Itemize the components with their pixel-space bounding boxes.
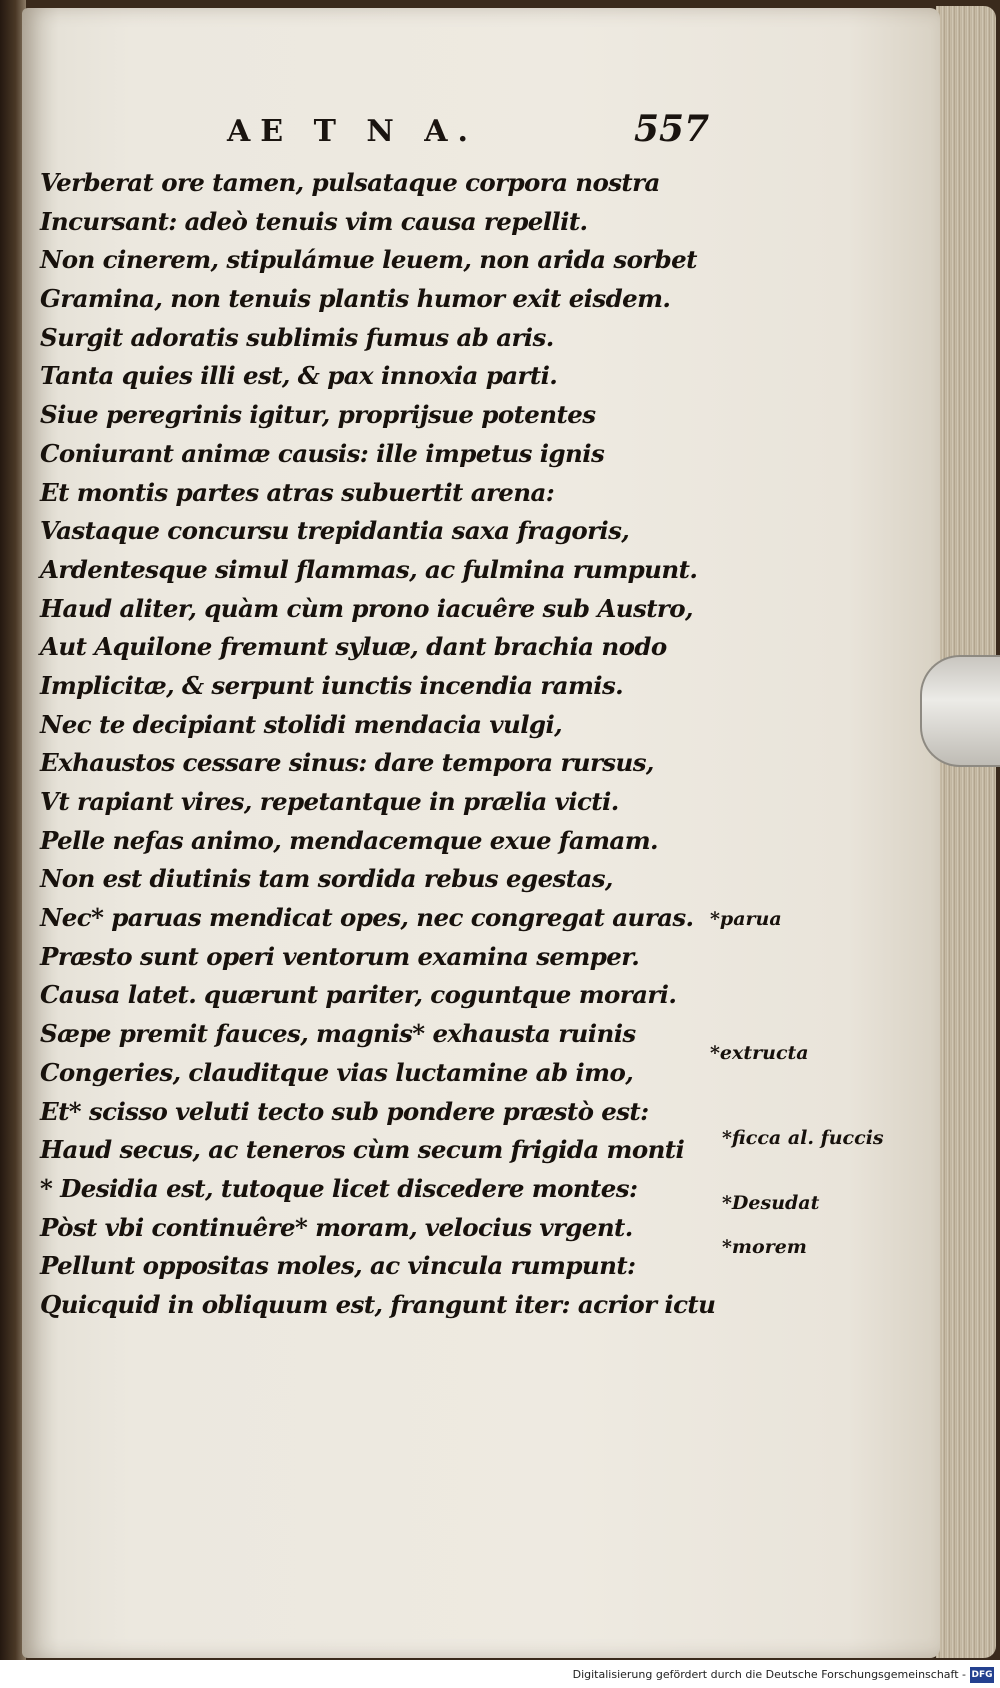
dfg-logo: DFG: [970, 1667, 994, 1683]
verse-line: Gramina, non tenuis plantis humor exit eisdem.: [40, 284, 671, 314]
verse-line: Et montis partes atras subuertit arena:: [40, 477, 555, 507]
verse-line: * Desidia est, tutoque licet discedere montes:: [40, 1173, 638, 1203]
verse-line: Ardentesque simul flammas, ac fulmina rumpunt.: [40, 554, 698, 584]
verse-line: Incursant: adeò tenuis vim causa repellit.: [40, 206, 588, 236]
verse-line: Exhaustos cessare sinus: dare tempora rursus,: [40, 748, 654, 778]
margin-note: *extructa: [710, 1042, 809, 1064]
verse-line: Non est diutinis tam sordida rebus egestas,: [40, 864, 613, 894]
margin-note: *morem: [722, 1236, 807, 1258]
verse-line: Coniurant animæ causis: ille impetus ignis: [40, 438, 605, 468]
verse-line: Aut Aquilone fremunt syluæ, dant brachia nodo: [40, 632, 667, 662]
verse-line: Et* scisso veluti tecto sub pondere præstò est:: [40, 1096, 649, 1126]
verse-line: Causa latet. quærunt pariter, coguntque morari.: [40, 980, 677, 1010]
verse-line: Pellunt oppositas moles, ac vincula rumpunt:: [40, 1251, 636, 1281]
verse-line: Vastaque concursu trepidantia saxa fragoris,: [40, 516, 630, 546]
book-page: [22, 8, 940, 1658]
verse-line: Non cinerem, stipulámue leuem, non arida sorbet: [40, 245, 697, 275]
verse-line: Implicitæ, & serpunt iunctis incendia ramis.: [40, 670, 624, 700]
marginalia: [22, 8, 940, 1658]
verse-line: Pelle nefas animo, mendacemque exue famam.: [40, 825, 658, 855]
running-head: AE T N A.: [227, 114, 478, 149]
page-number: 557: [634, 108, 710, 150]
verse-line: Nec* paruas mendicat opes, nec congregat auras.: [40, 903, 694, 933]
verse-line: Verberat ore tamen, pulsataque corpora nostra: [40, 168, 660, 197]
page-edges: [936, 6, 996, 1658]
verse-line: Surgit adoratis sublimis fumus ab aris.: [40, 322, 554, 352]
margin-note: *Desudat: [722, 1192, 820, 1214]
verse-line: Haud secus, ac teneros cùm secum frigida monti: [40, 1135, 685, 1165]
margin-note: *parua: [710, 908, 782, 930]
verse-line: Tanta quies illi est, & pax innoxia parti.: [40, 361, 558, 391]
margin-note: *ficca al. fuccis: [722, 1127, 884, 1149]
verse-line: Præsto sunt operi ventorum examina semper.: [40, 941, 640, 971]
verse-line: Nec te decipiant stolidi mendacia vulgi,: [40, 709, 563, 739]
page-clip: [920, 655, 1000, 767]
verse-line: Sæpe premit fauces, magnis* exhausta ruinis: [40, 1019, 636, 1049]
verse-line: Siue peregrinis igitur, proprijsue potentes: [40, 400, 596, 430]
verse-line: Quicquid in obliquum est, frangunt iter: acrior ictu: [40, 1289, 716, 1319]
funding-notice: Digitalisierung gefördert durch die Deutsche Forschungsgemeinschaft -: [572, 1668, 966, 1681]
footer: [0, 1664, 1000, 1688]
verse-line: Haud aliter, quàm cùm prono iacuêre sub Austro,: [40, 593, 693, 623]
verse-line: Pòst vbi continuêre* moram, velocius vrgent.: [40, 1212, 633, 1242]
verse-line: Vt rapiant vires, repetantque in prælia victi.: [40, 787, 619, 816]
verse-line: Congeries, clauditque vias luctamine ab imo,: [40, 1057, 634, 1087]
